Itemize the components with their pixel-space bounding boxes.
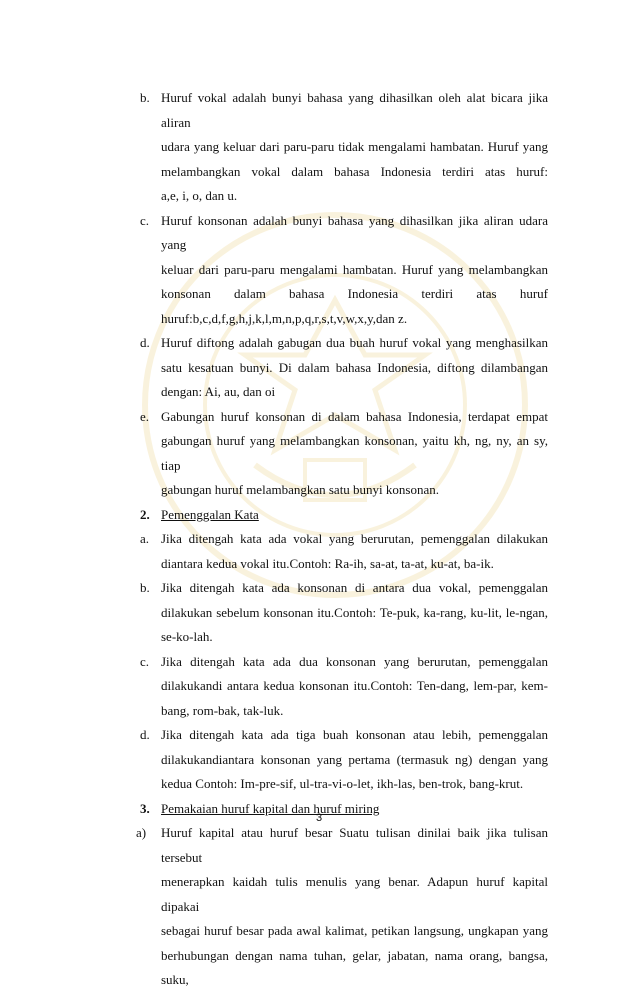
text-line: menerapkan kaidah tulis menulis yang benar. Adapun huruf kapital dipakai <box>161 874 548 914</box>
list-marker: d. <box>140 335 150 350</box>
list-item-text <box>161 576 548 650</box>
text-line: dilakukandiantara konsonan yang pertama (termasuk ng) dengan yang <box>161 751 548 767</box>
text-line: gabungan huruf melambangkan satu bunyi konsonan. <box>161 482 439 497</box>
text-line: diantara kedua vokal itu.Contoh: Ra-ih, sa-at, ta-at, ku-at, ba-ik. <box>161 555 494 571</box>
text-line: sebagai huruf besar pada awal kalimat, petikan langsung, ungkapan yang <box>161 923 548 938</box>
list-marker: d. <box>140 727 150 742</box>
text-line: Huruf diftong adalah gabugan dua buah huruf vokal yang menghasilkan <box>161 335 548 350</box>
list-item <box>0 723 638 797</box>
list-item-text <box>161 527 548 576</box>
text-line: a,e, i, o, dan u. <box>161 188 238 203</box>
list-marker: b. <box>140 580 150 595</box>
text-line: Pemakaian huruf kapital dan huruf miring <box>161 800 380 816</box>
list-marker: a) <box>136 825 147 840</box>
list-item <box>0 821 638 993</box>
text-line: dilakukandi antara kedua konsonan itu.Contoh: Ten-dang, lem-par, kem- <box>161 678 548 693</box>
text-line: Gabungan huruf konsonan di dalam bahasa Indonesia, terdapat empat <box>161 408 548 424</box>
text-line: satu kesatuan bunyi. Di dalam bahasa Indonesia, diftong dilambangan <box>161 359 548 375</box>
list-item-text <box>161 86 548 209</box>
list-item-text <box>161 331 548 405</box>
document-body <box>0 86 638 993</box>
text-line: huruf:b,c,d,f,g,h,j,k,l,m,n,p,q,r,s,t,v,w,x,y,dan z. <box>161 310 408 326</box>
text-line: dilakukan sebelum konsonan itu.Contoh: Te-puk, ka-rang, ku-lit, le-ngan, <box>161 604 548 620</box>
text-line: konsonan dalam bahasa Indonesia terdiri atas huruf <box>161 286 548 301</box>
text-line: gabungan huruf yang melambangkan konsonan, yaitu kh, ng, ny, an sy, tiap <box>161 433 548 473</box>
text-line: melambangkan vokal dalam bahasa Indonesia terdiri atas huruf: <box>161 163 548 179</box>
text-line: Huruf vokal adalah bunyi bahasa yang dihasilkan oleh alat bicara jika aliran <box>161 90 548 130</box>
list-item <box>0 405 638 503</box>
list-marker: a. <box>140 531 150 546</box>
text-line: Pemenggalan Kata <box>161 506 259 522</box>
list-marker: b. <box>140 90 150 105</box>
text-line: Jika ditengah kata ada dua konsonan yang berurutan, pemenggalan <box>161 653 548 669</box>
list-marker: e. <box>140 408 150 424</box>
list-item-text <box>161 821 548 993</box>
text-line: Huruf kapital atau huruf besar Suatu tulisan dinilai baik jika tulisan tersebut <box>161 825 548 865</box>
text-line: dengan: Ai, au, dan oi <box>161 384 276 399</box>
list-item <box>0 576 638 650</box>
section-heading-text <box>161 503 548 528</box>
list-marker: c. <box>140 653 150 669</box>
text-line: kedua Contoh: Im-pre-sif, ul-tra-vi-o-let, ikh-las, ben-trok, bang-krut. <box>161 776 524 791</box>
list-item-text <box>161 209 548 332</box>
list-item <box>0 527 638 576</box>
section-heading <box>0 503 638 528</box>
list-marker: c. <box>140 212 150 228</box>
list-item <box>0 331 638 405</box>
list-item-text <box>161 405 548 503</box>
list-item-text <box>161 723 548 797</box>
text-line: Jika ditengah kata ada vokal yang berurutan, pemenggalan dilakukan <box>161 531 548 546</box>
text-line: udara yang keluar dari paru-paru tidak mengalami hambatan. Huruf yang <box>161 139 548 154</box>
text-line: Huruf konsonan adalah bunyi bahasa yang dihasilkan jika aliran udara yang <box>161 212 548 252</box>
list-marker: 2. <box>140 506 150 522</box>
text-line: bang, rom-bak, tak-luk. <box>161 702 284 718</box>
list-item <box>0 650 638 724</box>
page-number: 3 <box>315 812 323 824</box>
text-line: berhubungan dengan nama tuhan, gelar, jabatan, nama orang, bangsa, suku, <box>161 947 548 987</box>
text-line: se-ko-lah. <box>161 629 213 644</box>
text-line: Jika ditengah kata ada tiga buah konsonan atau lebih, pemenggalan <box>161 727 548 742</box>
text-line: keluar dari paru-paru mengalami hambatan. Huruf yang melambangkan <box>161 261 548 277</box>
text-line: Jika ditengah kata ada konsonan di antara dua vokal, pemenggalan <box>161 580 548 595</box>
list-marker: 3. <box>140 800 150 816</box>
list-item <box>0 209 638 332</box>
list-item <box>0 86 638 209</box>
list-item-text <box>161 650 548 724</box>
